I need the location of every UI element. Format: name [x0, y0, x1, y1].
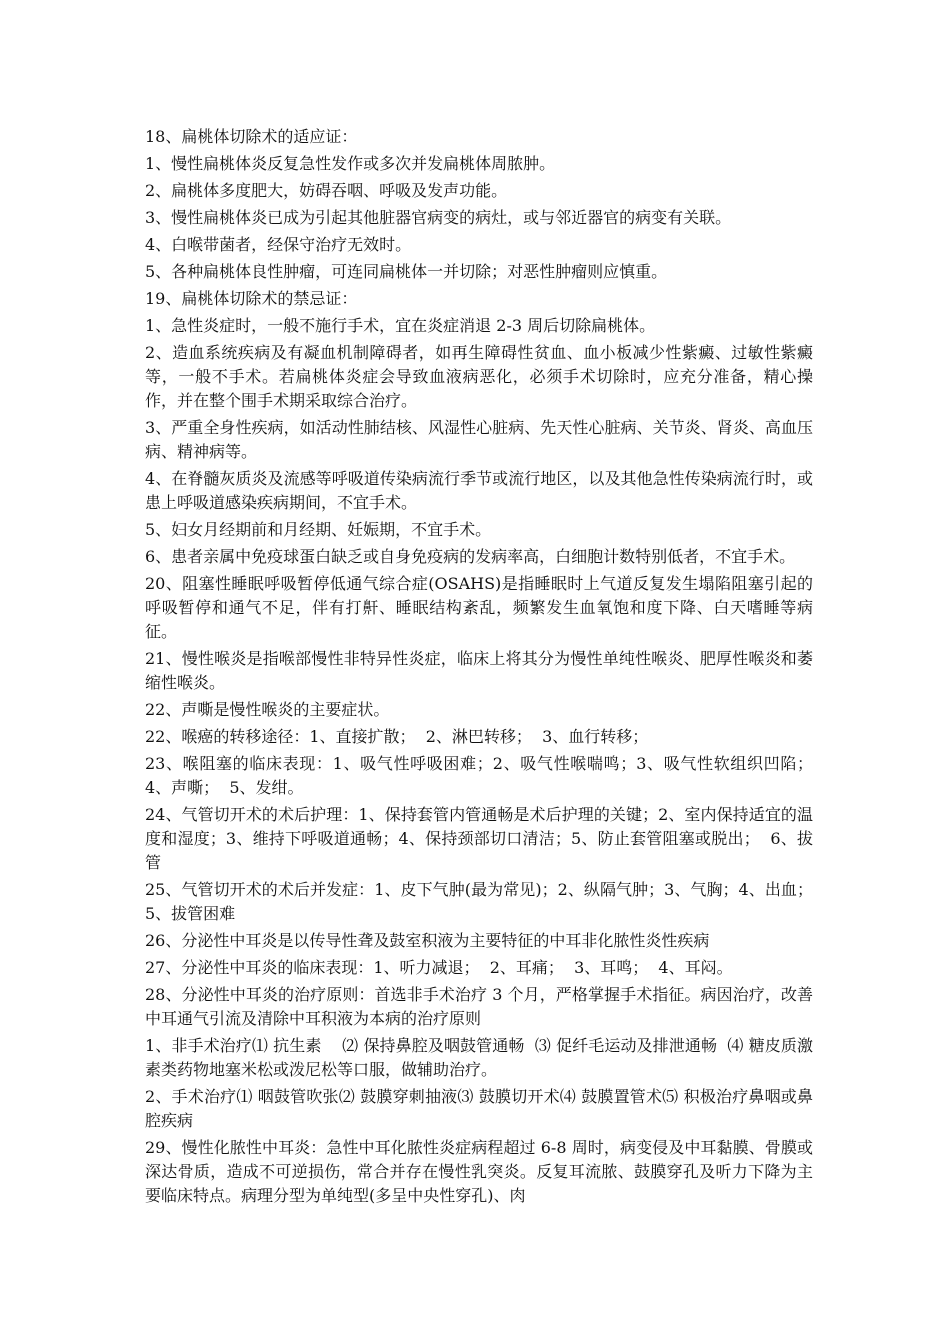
paragraph: 4、在脊髓灰质炎及流感等呼吸道传染病流行季节或流行地区，以及其他急性传染病流行时，或患上呼吸道感染疾病期间，不宜手术。 [145, 469, 813, 512]
paragraph: 29、慢性化脓性中耳炎：急性中耳化脓性炎症病程超过 6-8 周时，病变侵及中耳黏膜、骨膜或深达骨质，造成不可逆损伤，常合并存在慢性乳突炎。反复耳流脓、鼓膜穿孔及听力下降为主要临床特点。病理分型为单纯型(多呈中央性穿孔)、肉 [145, 1138, 813, 1205]
paragraph: 24、气管切开术的术后护理：1、保持套管内管通畅是术后护理的关键；2、室内保持适宜的温度和湿度；3、维持下呼吸道通畅；4、保持颈部切口清洁；5、防止套管阻塞或脱出； 6、拔管 [145, 805, 813, 872]
paragraph: 2、扁桃体多度肥大，妨碍吞咽、呼吸及发声功能。 [145, 181, 508, 200]
paragraph: 2、手术治疗⑴ 咽鼓管吹张⑵ 鼓膜穿刺抽液⑶ 鼓膜切开术⑷ 鼓膜置管术⑸ 积极治疗鼻咽或鼻腔疾病 [145, 1087, 813, 1130]
paragraph: 1、急性炎症时，一般不施行手术，宜在炎症消退 2-3 周后切除扁桃体。 [145, 316, 656, 335]
paragraph: 27、分泌性中耳炎的临床表现：1、听力减退； 2、耳痛； 3、耳鸣； 4、耳闷。 [145, 958, 733, 977]
paragraph: 6、患者亲属中免疫球蛋白缺乏或自身免疫病的发病率高，白细胞计数特别低者，不宜手术。 [145, 547, 796, 566]
paragraph: 1、非手术治疗⑴ 抗生素 ⑵ 保持鼻腔及咽鼓管通畅 ⑶ 促纤毛运动及排泄通畅 ⑷ 糖皮质激素类药物地塞米松或泼尼松等口服，做辅助治疗。 [145, 1036, 813, 1079]
paragraph: 19、扁桃体切除术的禁忌证： [145, 289, 358, 308]
paragraph: 1、慢性扁桃体炎反复急性发作或多次并发扁桃体周脓肿。 [145, 154, 556, 173]
paragraph: 23、喉阻塞的临床表现：1、吸气性呼吸困难；2、吸气性喉喘鸣；3、吸气性软组织凹陷； 4、声嘶； 5、发绀。 [145, 754, 824, 797]
paragraph: 18、扁桃体切除术的适应证： [145, 127, 358, 146]
paragraph: 20、阻塞性睡眠呼吸暂停低通气综合症(OSAHS)是指睡眠时上气道反复发生塌陷阻塞引起的呼吸暂停和通气不足，伴有打鼾、睡眠结构紊乱，频繁发生血氧饱和度下降、白天嗜睡等病征。 [145, 574, 813, 641]
paragraph: 22、声嘶是慢性喉炎的主要症状。 [145, 700, 390, 719]
paragraph: 26、分泌性中耳炎是以传导性聋及鼓室积液为主要特征的中耳非化脓性炎性疾病 [145, 931, 710, 950]
paragraph: 3、慢性扁桃体炎已成为引起其他脏器官病变的病灶，或与邻近器官的病变有关联。 [145, 208, 732, 227]
paragraph: 5、妇女月经期前和月经期、妊娠期，不宜手术。 [145, 520, 492, 539]
paragraph: 2、造血系统疾病及有凝血机制障碍者，如再生障碍性贫血、血小板减少性紫癜、过敏性紫癜等，一般不手术。若扁桃体炎症会导致血液病恶化，必须手术切除时，应充分准备，精心操作，并在整个围手术期采取综合治疗。 [145, 343, 813, 410]
paragraph: 3、严重全身性疾病，如活动性肺结核、风湿性心脏病、先天性心脏病、关节炎、肾炎、高血压病、精神病等。 [145, 418, 813, 461]
paragraph: 25、气管切开术的术后并发症：1、皮下气肿(最为常见)；2、纵隔气肿；3、气胸；4、出血； 5、拔管困难 [145, 880, 824, 923]
paragraph: 21、慢性喉炎是指喉部慢性非特异性炎症，临床上将其分为慢性单纯性喉炎、肥厚性喉炎和萎缩性喉炎。 [145, 649, 813, 692]
paragraph: 22、喉癌的转移途径：1、直接扩散； 2、淋巴转移； 3、血行转移； [145, 727, 649, 746]
paragraph: 28、分泌性中耳炎的治疗原则：首选非手术治疗 3 个月，严格掌握手术指征。病因治疗，改善中耳通气引流及清除中耳积液为本病的治疗原则 [145, 985, 813, 1028]
document-body [145, 125, 824, 1211]
paragraph: 4、白喉带菌者，经保守治疗无效时。 [145, 235, 412, 254]
paragraph: 5、各种扁桃体良性肿瘤，可连同扁桃体一并切除；对恶性肿瘤则应慎重。 [145, 262, 668, 281]
